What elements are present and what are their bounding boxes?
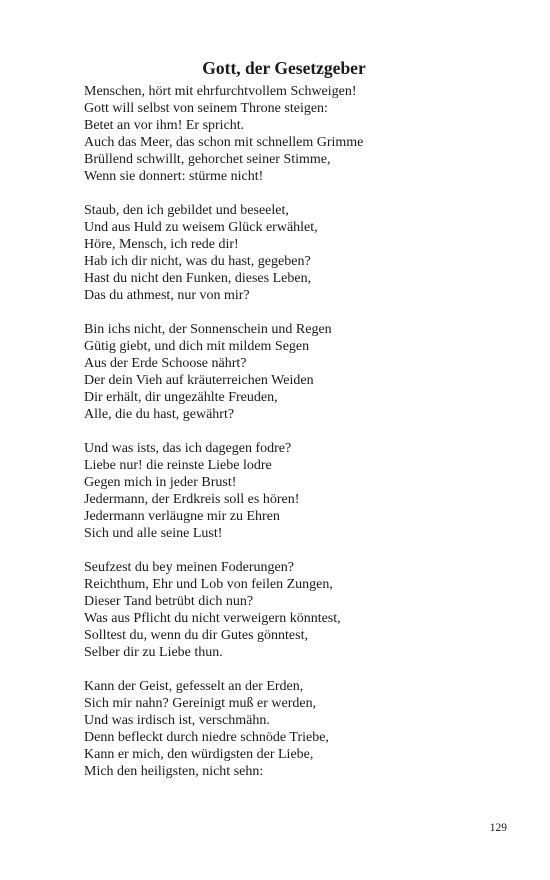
poem-line: Jedermann, der Erdkreis soll es hören! — [84, 492, 300, 507]
poem-line: Höre, Mensch, ich rede dir! — [84, 237, 239, 252]
poem-line: Und aus Huld zu weisem Glück erwählet, — [84, 220, 318, 235]
poem-line: Hab ich dir nicht, was du hast, gegeben? — [84, 254, 311, 269]
page-title: Gott, der Gesetzgeber — [202, 58, 366, 78]
poem-line: Gütig giebt, und dich mit mildem Segen — [84, 339, 310, 354]
stanza — [84, 321, 504, 423]
poem-line: Kann er mich, den würdigsten der Liebe, — [84, 747, 314, 762]
poem-line: Alle, die du hast, gewährt? — [84, 407, 235, 422]
poem-body — [84, 83, 504, 797]
poem-line: Bin ichs nicht, der Sonnenschein und Regen — [84, 322, 332, 337]
poem-line: Denn befleckt durch niedre schnöde Triebe, — [84, 730, 329, 745]
poem-line: Hast du nicht den Funken, dieses Leben, — [84, 271, 312, 286]
poem-line: Sich mir nahn? Gereinigt muß er werden, — [84, 696, 317, 711]
poem-line: Auch das Meer, das schon mit schnellem Grimme — [84, 135, 364, 150]
poem-line: Betet an vor ihm! Er spricht. — [84, 118, 245, 133]
poem-line: Staub, den ich gebildet und beseelet, — [84, 203, 289, 218]
poem-line: Dir erhält, dir ungezählte Freuden, — [84, 390, 278, 405]
poem-line: Der dein Vieh auf kräuterreichen Weiden — [84, 373, 314, 388]
page-number: 129 — [489, 822, 507, 834]
poem-line: Reichthum, Ehr und Lob von feilen Zungen, — [84, 577, 333, 592]
poem-line: Das du athmest, nur von mir? — [84, 288, 250, 303]
poem-line: Liebe nur! die reinste Liebe lodre — [84, 458, 272, 473]
poem-line: Sich und alle seine Lust! — [84, 526, 223, 541]
poem-line: Gegen mich in jeder Brust! — [84, 475, 237, 490]
poem-line: Brüllend schwillt, gehorchet seiner Stimme, — [84, 152, 331, 167]
poem-line: Selber dir zu Liebe thun. — [84, 645, 223, 660]
stanza — [84, 83, 504, 185]
poem-line: Und was irdisch ist, verschmähn. — [84, 713, 270, 728]
poem-line: Und was ists, das ich dagegen fodre? — [84, 441, 292, 456]
poem-line: Wenn sie donnert: stürme nicht! — [84, 169, 264, 184]
stanza — [84, 202, 504, 304]
poem-line: Dieser Tand betrübt dich nun? — [84, 594, 254, 609]
poem-line: Jedermann verläugne mir zu Ehren — [84, 509, 280, 524]
stanza — [84, 559, 504, 661]
stanza — [84, 678, 504, 780]
poem-line: Aus der Erde Schoose nährt? — [84, 356, 247, 371]
poem-line: Mich den heiligsten, nicht sehn: — [84, 764, 264, 779]
poem-line: Gott will selbst von seinem Throne steigen: — [84, 101, 328, 116]
poem-line: Solltest du, wenn du dir Gutes gönntest, — [84, 628, 308, 643]
poem-line: Seufzest du bey meinen Foderungen? — [84, 560, 294, 575]
poem-line: Was aus Pflicht du nicht verweigern könntest, — [84, 611, 341, 626]
poem-line: Menschen, hört mit ehrfurchtvollem Schweigen! — [84, 84, 357, 99]
stanza — [84, 440, 504, 542]
poem-line: Kann der Geist, gefesselt an der Erden, — [84, 679, 304, 694]
